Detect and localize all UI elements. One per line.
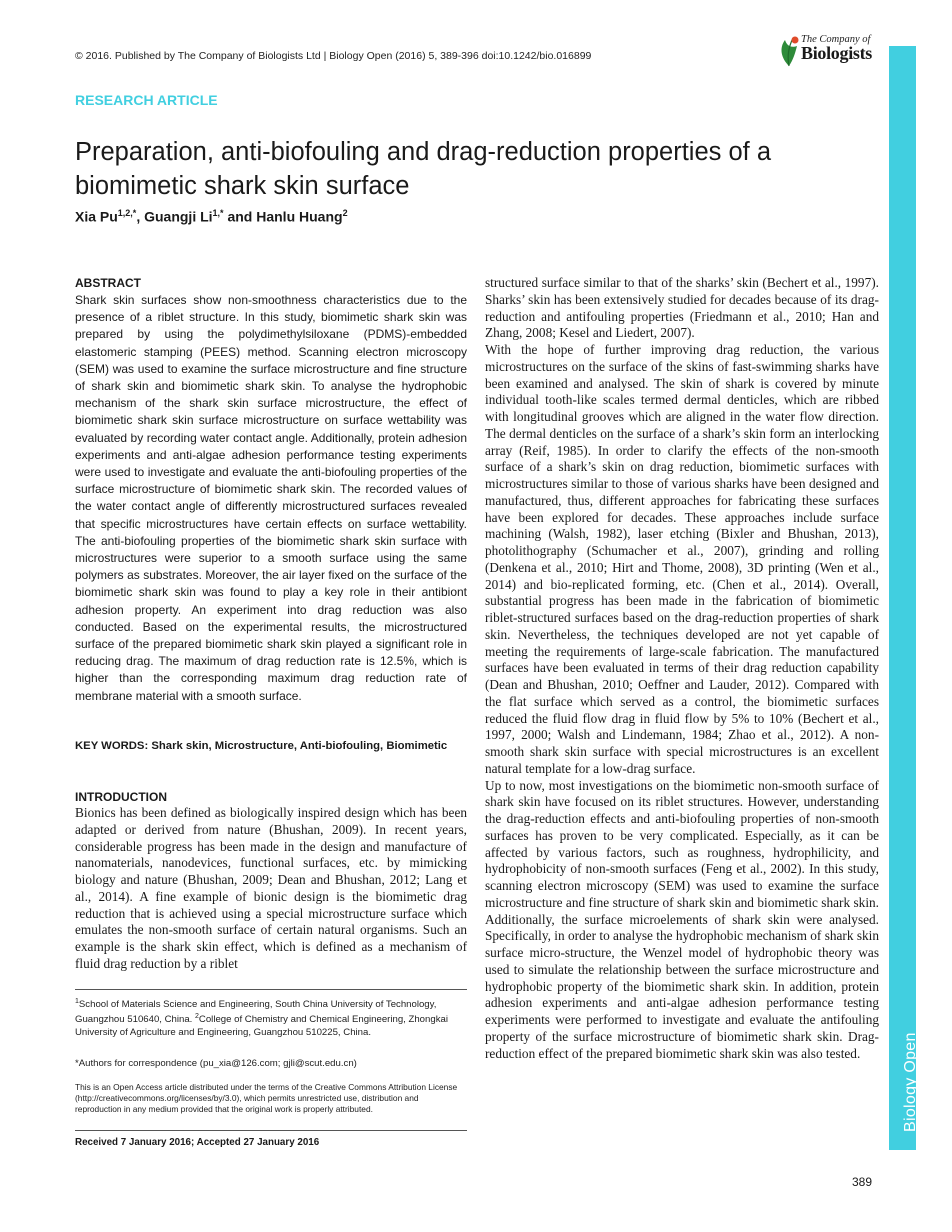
affil-mark: 2 xyxy=(195,1013,199,1021)
footnote-rule xyxy=(75,989,467,990)
author-name: Xia Pu xyxy=(75,208,118,225)
author-affiliation: 1,2,* xyxy=(117,208,137,218)
abstract-heading: ABSTRACT xyxy=(75,276,141,290)
correspondence-footnote xyxy=(75,1058,467,1070)
intro-paragraph: structured surface similar to that of the sharks’ skin (Bechert et al., 1997). Sharks’ skin has been extensively studied for decades because of its drag-reduction and antifouling properties (Friedmann et al., 2010; Han and Zhang, 2008; Kesel and Liedert, 2007). xyxy=(485,275,879,341)
affiliation-2: College of Chemistry and Chemical Engineering, Zhongkai University of Agriculture and Engineering, Guangzhou 510225, China. xyxy=(75,1014,448,1038)
author-separator: and xyxy=(223,208,257,225)
correspondence: *Authors for correspondence (pu_xia@126.com; gjli@scut.edu.cn) xyxy=(75,1058,357,1069)
introduction-heading: INTRODUCTION xyxy=(75,790,167,804)
affil-mark: 1 xyxy=(75,998,79,1005)
affiliations xyxy=(75,996,467,1039)
received-dates: Received 7 January 2016; Accepted 27 January 2016 xyxy=(75,1137,320,1148)
affiliation-1: School of Materials Science and Engineering, South China University of Technology, Guangzhou 510640, China. xyxy=(75,999,437,1026)
author-separator: , xyxy=(136,208,145,225)
license-footnote xyxy=(75,1082,467,1115)
author-affiliation: 1,* xyxy=(212,208,224,218)
author-affiliation: 2 xyxy=(342,208,348,218)
article-type: RESEARCH ARTICLE xyxy=(75,92,218,108)
affiliations-footnote xyxy=(75,996,467,1039)
article-title: Preparation, anti-biofouling and drag-reduction properties of a biomimetic shark skin surface xyxy=(75,138,772,200)
author-list xyxy=(75,208,348,225)
logo-big-text: Biologists xyxy=(801,43,873,63)
citation-header: © 2016. Published by The Company of Biologists Ltd | Biology Open (2016) 5, 389-396 doi:10.1242/bio.016899 xyxy=(75,50,592,62)
journal-sidebar xyxy=(889,46,919,1150)
leaf-logo-icon xyxy=(777,34,801,68)
abstract-section xyxy=(75,276,467,705)
author-name: Guangji Li xyxy=(144,208,213,225)
page-number: 389 xyxy=(852,1175,873,1189)
publisher-logo[interactable] xyxy=(777,34,887,70)
license-text: This is an Open Access article distributed under the terms of the Creative Commons Attribution License (http://creativecommons.org/licenses/by/3.0), which permits unrestricted use, distribution and reproduction in any medium provided that the original work is properly attributed. xyxy=(75,1082,458,1114)
received-rule xyxy=(75,1130,467,1131)
sidebar-label: Biology Open xyxy=(902,1032,919,1132)
keywords-section xyxy=(75,738,467,754)
intro-paragraph: With the hope of further improving drag reduction, the various microstructures on the surface of the skins of fast-swimming sharks have been examined and analysed. The skin of shark is covered by minute individual tooth-like scales termed dermal denticles, which are ribbed with longitudinal grooves which are aligned in the water flow direction. The dermal denticles on the surface of a shark’s skin form an interlocking array (Reif, 1985). In order to clarify the effects of the non-smooth surface of a shark’s skin on drag reduction, biomimetic surfaces with microstructures similar to those of various sharks have been designed and manufactured, thus, different approaches for fabricating these surfaces have been explored for decades. These approaches include surface machining (Walsh, 1982), laser etching (Bixler and Bhushan, 2013), photolithography (Schumacher et al., 2007), grinding and rolling (Denkena et al., 2010; Hirt and Thome, 2008), 3D printing (Wen et al., 2014) and bio-replicated forming, etc. (Chen et al., 2014). Overall, substantial progress has been made in the fabrication of biomimetic riblet-structured surfaces based on the drag-reduction properties of shark skin. Nevertheless, the techniques developed are not yet capable of meeting the requirements of large-scale fabrication. The manufactured surfaces have been evaluated in terms of their drag reduction capability (Dean and Bhushan, 2010; Oeffner and Lauder, 2012). Compared with the flat surface which served as a control, the biomimetic surfaces reduced the fluid flow drag in fluid flow by 5% to 10% (Bechert et al., 1997, 2000; Walsh and Lindemann, 1984; Zhao et al., 2012). A non-smooth shark skin surface with special microstructures is an excellent natural template for a low-drag surface. xyxy=(485,342,879,776)
logo-small-text: The Company of xyxy=(801,34,871,45)
abstract-text: Shark skin surfaces show non-smoothness characteristics due to the presence of a riblet structure. In this study, biomimetic shark skin was prepared by using the polydimethylsiloxane (PDMS)-embedded elastomeric stamping (PEES) method. Scanning electron microscopy (SEM) was used to examine the surface microstructure and fine structure of shark skin and biomimetic shark skin. To analyse the hydrophobic mechanism of the shark skin surface microstructure, the effect of biomimetic shark skin surface microstructure on surface wettability was evaluated by recording water contact angle. Additionally, protein adhesion experiments and anti-algae adhesion performance testing experiments were used to investigate and evaluate the anti-biofouling properties of the surface microstructure of biomimetic shark skin. The recorded values of the water contact angle of differently microstructured surfaces revealed that specific microstructures have certain effects on surface wettability. The anti-biofouling properties of the biomimetic shark skin surface with microstructures were superior to a smooth surface using the same polymers as substrates. Moreover, the air layer fixed on the surface of the biomimetic shark skin was found to play a key role in their antibiont adhesion property. An experiment into drag reduction was also conducted. Based on the experimental results, the microstructured surface of the prepared biomimetic shark skin played a significant role in reducing drag. The maximum of drag reduction rate is 12.5%, which is higher than the corresponding maximum drag reduction rate of membrane material with a smooth surface. xyxy=(75,293,467,703)
intro-paragraph: Up to now, most investigations on the biomimetic non-smooth surface of shark skin have focused on its riblet structures. However, understanding the drag-reduction effects and anti-biofouling properties of non-smooth surfaces has proven to be very complicated. Especially, as it can be affected by various factors, such as roughness, hydrophilicity, and hydrophobicity of non-smooth surfaces (Feng et al., 2002). In this study, scanning electron microscopy (SEM) was used to examine the surface microstructure and fine structure of shark skin and biomimetic shark skin. Additionally, the surface microelements of shark skin were analysed. Specifically, in order to analyse the hydrophobic mechanism of shark skin surface micro-structure, the Wenzel model of hydrophobic theory was used to simulate the relationship between the surface microstructure and hydrophobic property of the biomimetic shark skin. In addition, protein adhesion experiments and anti-algae adhesion performance testing experiments were performed to investigate and evaluate the antifouling property of the surface microstructure of biomimetic shark skin. Drag-reduction effect of the prepared biomimetic shark skin was also tested. xyxy=(485,777,879,1061)
introduction-right xyxy=(485,275,879,1062)
author-name: Hanlu Huang xyxy=(256,208,343,225)
keywords: KEY WORDS: Shark skin, Microstructure, Anti-biofouling, Biomimetic xyxy=(75,740,448,752)
introduction-left xyxy=(75,790,467,973)
intro-paragraph: Bionics has been defined as biologically inspired design which has been adapted or derived from nature (Bhushan, 2009). In recent years, considerable progress has been made in the design and manufacture of nanomaterials, nanodevices, functional surfaces, etc. by mimicking biology and nature (Bhushan, 2009; Dean and Bhushan, 2012; Lang et al., 2014). A fine example of bionic design is the biomimetic drag reduction that is achieved using a special microstructure surface which emulates the non-smooth surface of certain natural organisms. Such an example is the shark skin effect, which is defined as a mechanism of fluid drag reduction by a riblet xyxy=(75,805,467,971)
